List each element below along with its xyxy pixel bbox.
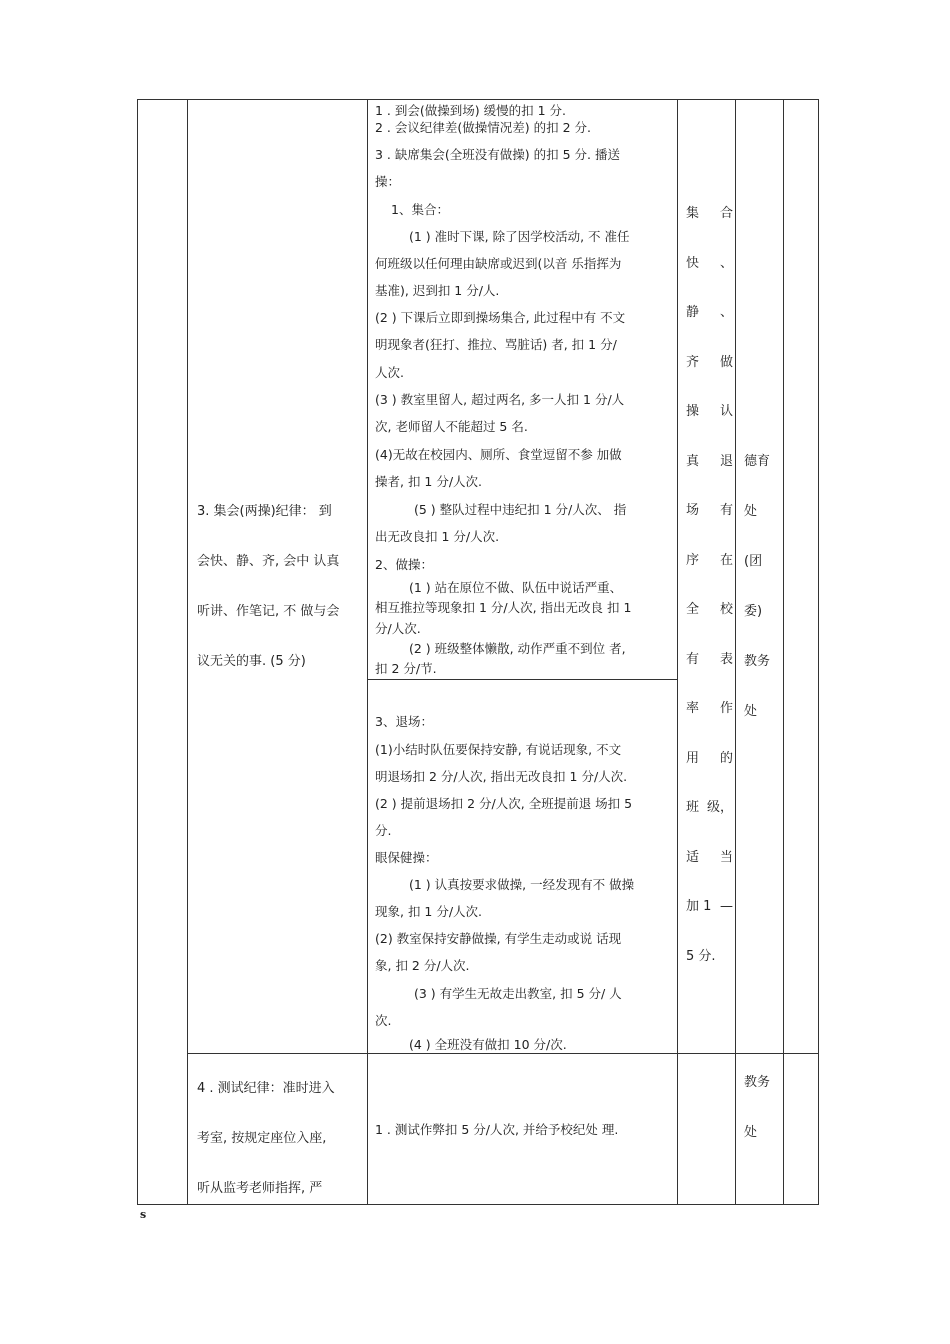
rule-line: (4 ) 全班没有做扣 10 分/次.: [409, 1037, 567, 1052]
col-border-0: [137, 99, 138, 1205]
bonus-text-right: 、: [719, 305, 733, 320]
rule-line: (4)无故在校园内、厕所、食堂逗留不参 加做: [375, 447, 622, 462]
rule-line: 相互推拉等现象扣 1 分/人次, 指出无改良 扣 1: [375, 600, 632, 615]
rule-line: 3 . 缺席集会(全班没有做操) 的扣 5 分. 播送: [375, 147, 620, 162]
bonus-text-right: 作: [719, 701, 733, 716]
rule-line: 象, 扣 2 分/人次.: [375, 958, 470, 973]
rule-line: 眼保健操：: [375, 850, 438, 865]
rule-line: (2 ) 提前退场扣 2 分/人次, 全班提前退 场扣 5: [375, 796, 633, 811]
bonus-text-left: 操: [686, 404, 700, 419]
bonus-text-left: 5 分.: [686, 949, 716, 964]
bonus-text-right: 校: [719, 602, 733, 617]
col-border-2: [367, 99, 368, 1205]
col-border-6: [818, 99, 819, 1205]
bonus-text-left: 集: [686, 206, 700, 221]
bonus-text-right: 做: [719, 355, 733, 370]
rule-line: (1 ) 准时下课, 除了因学校活动, 不 准任: [409, 229, 630, 244]
rule-line: (1 ) 站在原位不做、队伍中说话严重、: [409, 580, 623, 595]
rule-line: 基准), 迟到扣 1 分/人.: [375, 283, 500, 298]
bonus-text-right: —: [720, 899, 733, 914]
table-bottom-border: [137, 1204, 818, 1205]
bonus-text-left: 用: [686, 751, 700, 766]
bonus-text-right: 级，: [706, 800, 733, 815]
rule-line: 出无改良扣 1 分/人次.: [375, 529, 500, 544]
rule-line: (2) 教室保持安静做操, 有学生走动或说 话现: [375, 931, 622, 946]
bonus-text-left: 加 1: [686, 899, 712, 914]
rule-line: 人次.: [375, 365, 404, 380]
rule-line: 明现象者(狂打、推拉、骂脏话) 者, 扣 1 分/: [375, 337, 617, 352]
item3-line: 3. 集会(两操)纪律： 到: [197, 504, 332, 519]
bonus-text-left: 齐: [686, 355, 700, 370]
bonus-text-right: 表: [719, 652, 733, 667]
rule-line: 扣 2 分/节.: [375, 661, 437, 676]
department-line: 处: [744, 704, 758, 719]
rule-line: (2 ) 班级整体懒散, 动作严重不到位 者,: [409, 641, 626, 656]
bonus-text-left: 班: [686, 800, 700, 815]
bonus-text-left: 有: [686, 652, 700, 667]
department-line: (团: [744, 554, 763, 569]
rule-line: 3、退场：: [375, 714, 433, 729]
bonus-text-right: 有: [719, 503, 733, 518]
rule-line: 操者, 扣 1 分/人次.: [375, 474, 483, 489]
rule-line: (5 ) 整队过程中违纪扣 1 分/人次、 指: [414, 502, 627, 517]
item3-line: 听讲、作笔记, 不 做与会: [197, 604, 340, 619]
col-border-5: [783, 99, 784, 1205]
rule-line: (3 ) 有学生无故走出教室, 扣 5 分/ 人: [414, 986, 622, 1001]
rule-line: 操：: [375, 174, 401, 189]
department-line: 教务: [744, 1075, 771, 1090]
col3-inner-divider: [367, 679, 677, 680]
rule-line: (1 ) 认真按要求做操, 一经发现有不 做操: [409, 877, 635, 892]
col-border-3: [677, 99, 678, 1205]
bonus-text-right: 在: [719, 553, 733, 568]
col-border-1: [187, 99, 188, 1205]
row-divider-item4: [187, 1053, 818, 1054]
rule-line: 何班级以任何理由缺席或迟到(以音 乐指挥为: [375, 256, 622, 271]
item3-line: 会快、静、齐, 会中 认真: [197, 554, 340, 569]
rule-line: 现象, 扣 1 分/人次.: [375, 904, 483, 919]
bonus-text-right: 当: [719, 850, 733, 865]
item3-line: 议无关的事. (5 分): [197, 654, 306, 669]
rule-line: (3 ) 教室里留人, 超过两名, 多一人扣 1 分/人: [375, 392, 625, 407]
rule-line: 分/人次.: [375, 621, 421, 636]
rule-line: 1 . 到会(做操到场) 缓慢的扣 1 分.: [375, 103, 566, 118]
bonus-text-right: 认: [719, 404, 733, 419]
rule-line: 明退场扣 2 分/人次, 指出无改良扣 1 分/人次.: [375, 769, 628, 784]
item4-rule: 1 . 测试作弊扣 5 分/人次, 并给予校纪处 理.: [375, 1122, 619, 1137]
rule-line: (1)小结时队伍要保持安静, 有说话现象, 不文: [375, 742, 622, 757]
department-line: 德育: [744, 454, 771, 469]
rule-line: 2、做操：: [375, 557, 433, 572]
department-line: 教务: [744, 654, 771, 669]
item4-line: 考室, 按规定座位入座,: [197, 1131, 327, 1146]
item4-line: 听从监考老师指挥, 严: [197, 1181, 323, 1196]
department-line: 处: [744, 1125, 758, 1140]
rule-line: 1、集合：: [391, 202, 449, 217]
rule-line: 分.: [375, 823, 392, 838]
bonus-text-left: 全: [686, 602, 700, 617]
rule-line: 次, 老师留人不能超过 5 名.: [375, 419, 528, 434]
bonus-text-left: 序: [686, 553, 700, 568]
rule-line: 次.: [375, 1013, 392, 1028]
bonus-text-right: 、: [719, 256, 733, 271]
bonus-text-right: 的: [719, 751, 733, 766]
table-top-border: [137, 99, 818, 100]
bonus-text-left: 率: [686, 701, 700, 716]
col-border-4: [735, 99, 736, 1205]
bonus-text-right: 合: [719, 206, 733, 221]
footer-mark: s: [140, 1208, 147, 1221]
rule-line: (2 ) 下课后立即到操场集合, 此过程中有 不文: [375, 310, 626, 325]
bonus-text-left: 静: [686, 305, 700, 320]
bonus-text-left: 适: [686, 850, 700, 865]
bonus-text-left: 快: [686, 256, 700, 271]
bonus-text-right: 退: [719, 454, 733, 469]
department-line: 处: [744, 504, 758, 519]
rule-line: 2 . 会议纪律差(做操情况差) 的扣 2 分.: [375, 120, 591, 135]
bonus-text-left: 真: [686, 454, 700, 469]
item4-line: 4 . 测试纪律：准时进入: [197, 1081, 335, 1096]
bonus-text-left: 场: [686, 503, 700, 518]
department-line: 委): [744, 604, 763, 619]
